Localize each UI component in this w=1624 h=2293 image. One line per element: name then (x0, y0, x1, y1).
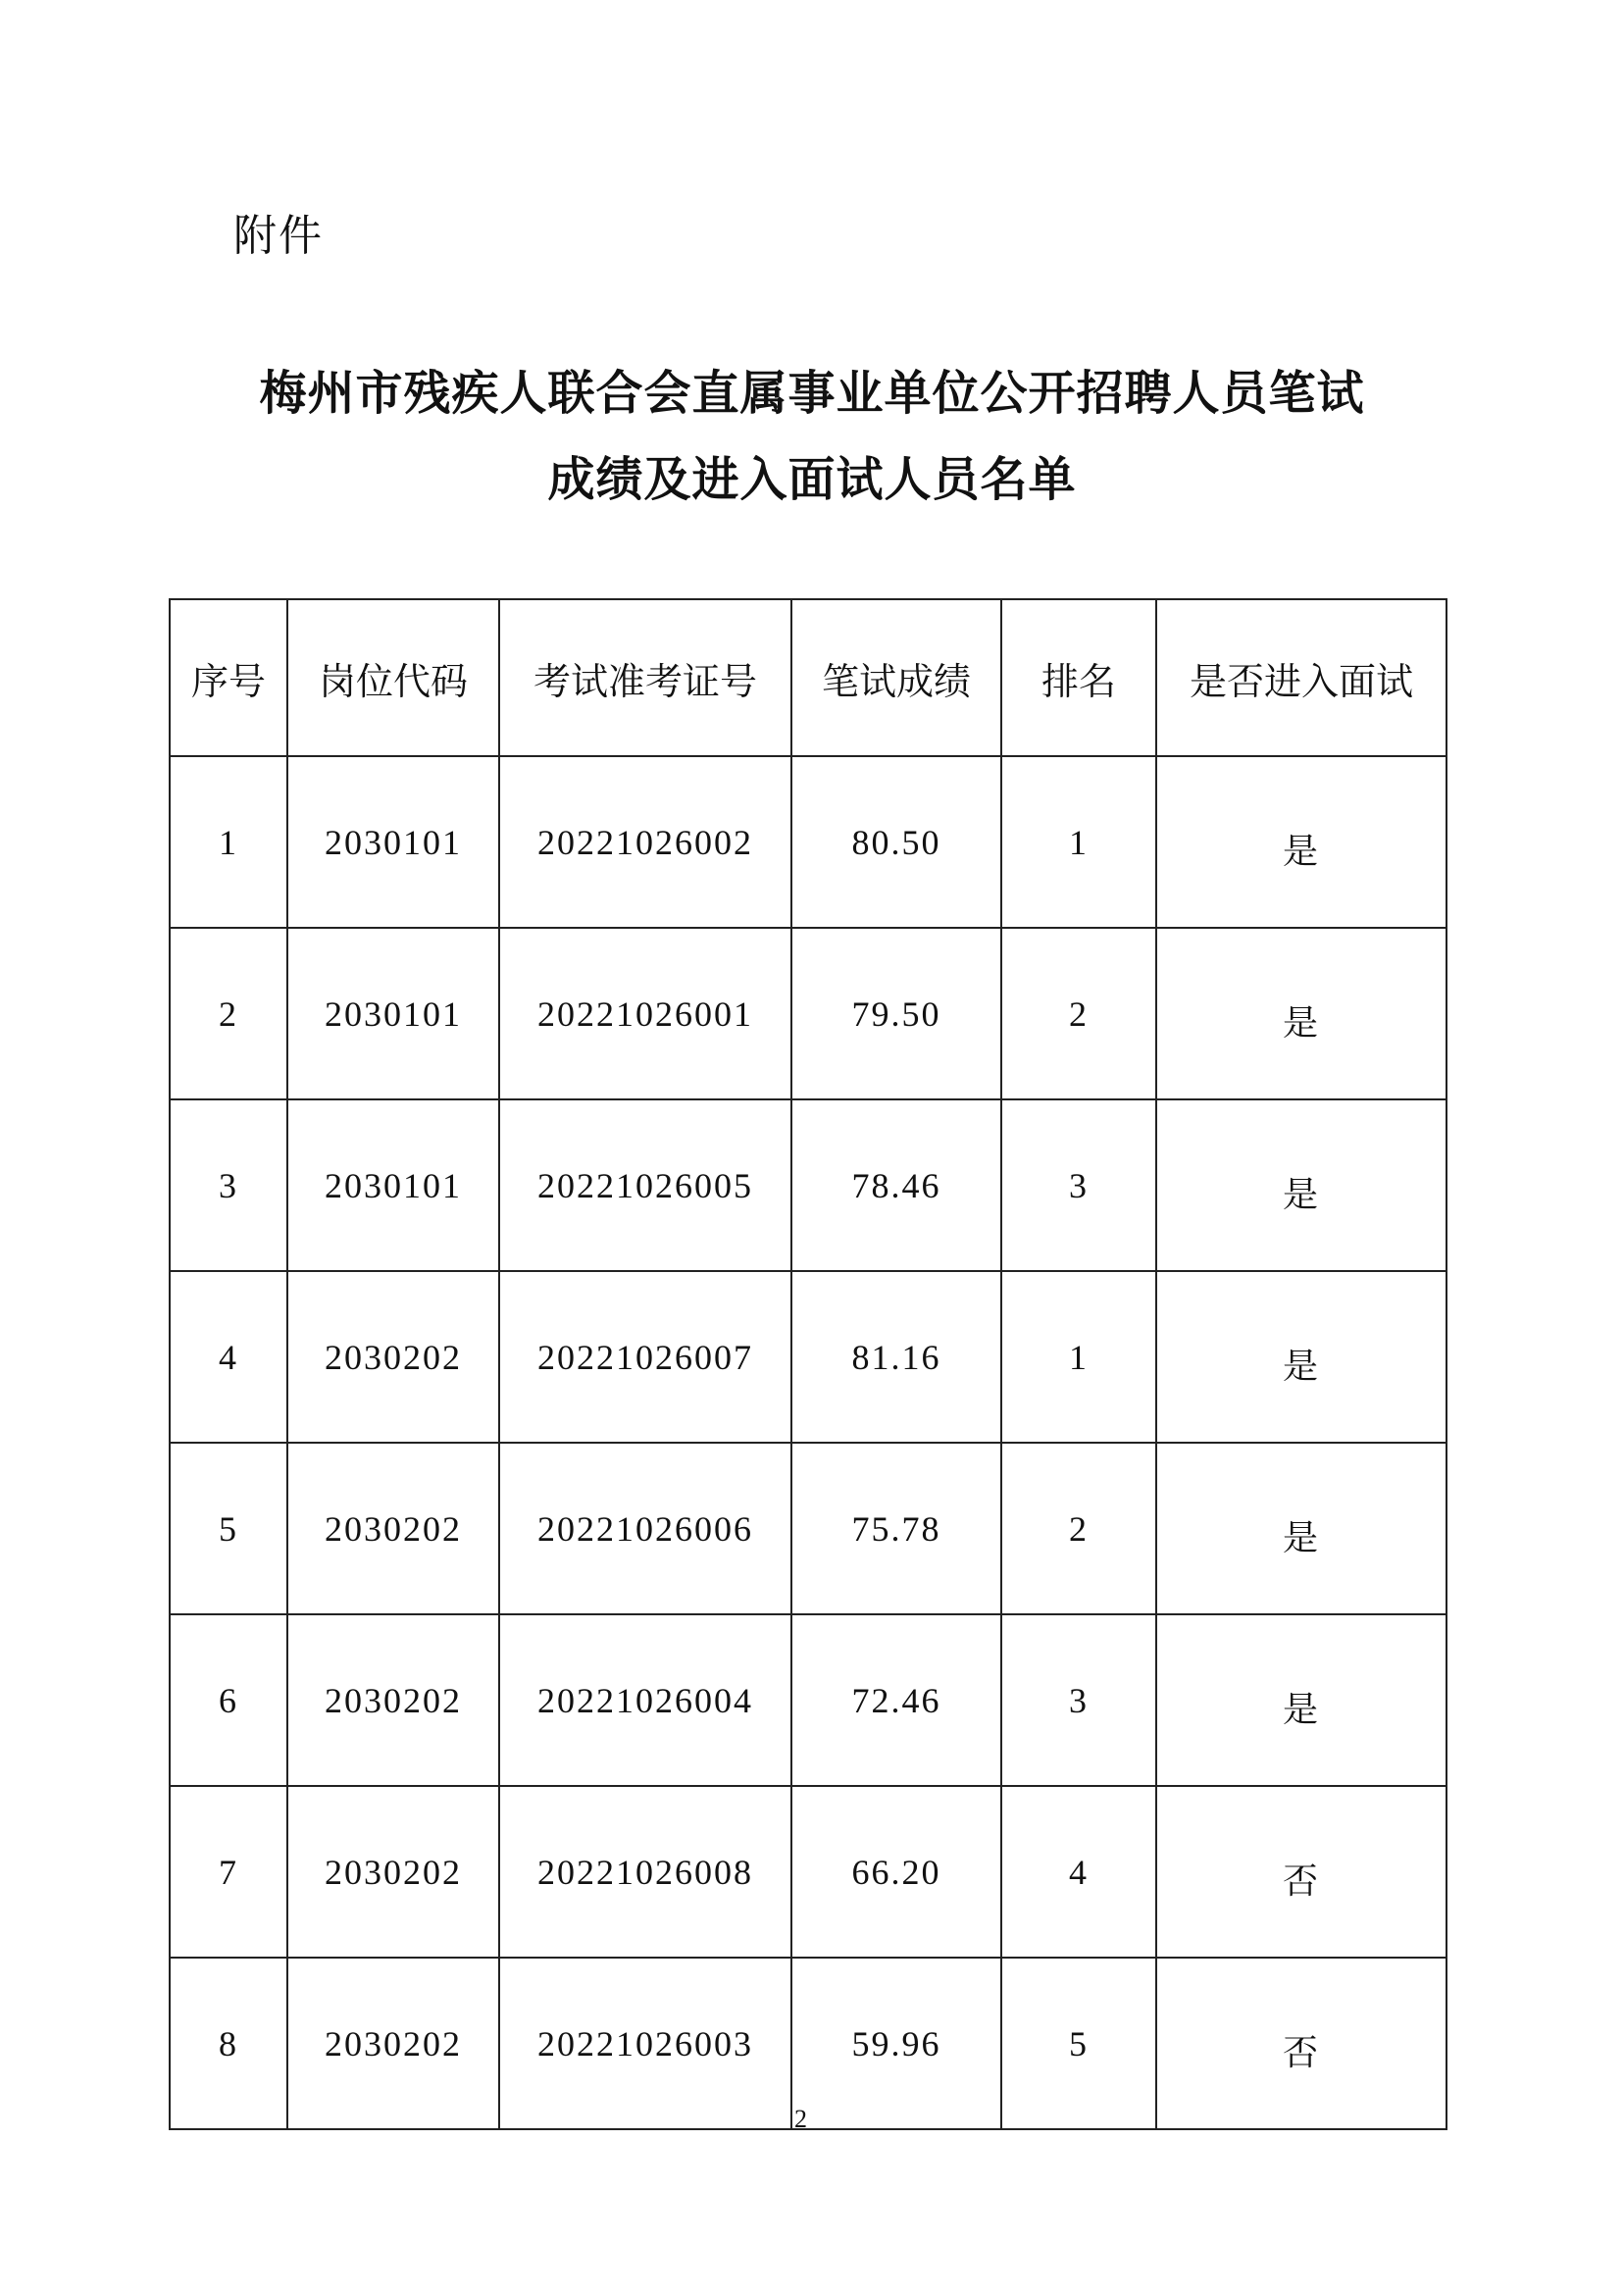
cell-rank: 5 (1001, 1958, 1156, 2129)
header-post-code: 岗位代码 (287, 599, 499, 756)
cell-score: 81.16 (791, 1271, 1001, 1443)
table-row (170, 1271, 1446, 1443)
cell-post-code: 2030202 (287, 1786, 499, 1958)
table-row (170, 756, 1446, 928)
cell-ticket-number: 20221026006 (499, 1443, 791, 1614)
cell-rank: 4 (1001, 1786, 1156, 1958)
cell-post-code: 2030101 (287, 756, 499, 928)
results-table (169, 598, 1447, 2130)
document-title-line-2: 成绩及进入面试人员名单 (547, 452, 1077, 507)
table-row (170, 928, 1446, 1099)
cell-ticket-number: 20221026004 (499, 1614, 791, 1786)
cell-index: 4 (170, 1271, 287, 1443)
cell-post-code: 2030101 (287, 928, 499, 1099)
cell-score: 78.46 (791, 1099, 1001, 1271)
cell-index: 3 (170, 1099, 287, 1271)
cell-post-code: 2030202 (287, 1443, 499, 1614)
cell-ticket-number: 20221026002 (499, 756, 791, 928)
header-score: 笔试成绩 (791, 599, 1001, 756)
cell-post-code: 2030202 (287, 1271, 499, 1443)
page-number: 2 (794, 2105, 807, 2133)
cell-rank: 1 (1001, 756, 1156, 928)
cell-interview: 否 (1156, 1958, 1446, 2129)
cell-rank: 1 (1001, 1271, 1156, 1443)
table-header-row (170, 599, 1446, 756)
cell-index: 7 (170, 1786, 287, 1958)
cell-ticket-number: 20221026007 (499, 1271, 791, 1443)
cell-index: 5 (170, 1443, 287, 1614)
cell-interview: 是 (1156, 1614, 1446, 1786)
cell-post-code: 2030202 (287, 1958, 499, 2129)
table-row (170, 1099, 1446, 1271)
cell-score: 59.96 (791, 1958, 1001, 2129)
cell-score: 66.20 (791, 1786, 1001, 1958)
cell-rank: 3 (1001, 1099, 1156, 1271)
cell-score: 75.78 (791, 1443, 1001, 1614)
attachment-label: 附件 (233, 211, 324, 261)
cell-score: 80.50 (791, 756, 1001, 928)
table-row (170, 1443, 1446, 1614)
cell-interview: 否 (1156, 1786, 1446, 1958)
header-ticket-number: 考试准考证号 (499, 599, 791, 756)
table-row (170, 1786, 1446, 1958)
cell-score: 79.50 (791, 928, 1001, 1099)
cell-post-code: 2030202 (287, 1614, 499, 1786)
document-title-line-1: 梅州市残疾人联合会直属事业单位公开招聘人员笔试 (259, 366, 1365, 421)
cell-score: 72.46 (791, 1614, 1001, 1786)
cell-interview: 是 (1156, 1099, 1446, 1271)
cell-index: 1 (170, 756, 287, 928)
cell-rank: 3 (1001, 1614, 1156, 1786)
table-row (170, 1614, 1446, 1786)
header-index: 序号 (170, 599, 287, 756)
cell-interview: 是 (1156, 928, 1446, 1099)
cell-ticket-number: 20221026003 (499, 1958, 791, 2129)
cell-rank: 2 (1001, 1443, 1156, 1614)
header-interview: 是否进入面试 (1156, 599, 1446, 756)
cell-interview: 是 (1156, 1271, 1446, 1443)
table-row (170, 1958, 1446, 2129)
cell-index: 8 (170, 1958, 287, 2129)
cell-interview: 是 (1156, 1443, 1446, 1614)
cell-rank: 2 (1001, 928, 1156, 1099)
cell-post-code: 2030101 (287, 1099, 499, 1271)
cell-ticket-number: 20221026001 (499, 928, 791, 1099)
cell-index: 2 (170, 928, 287, 1099)
header-rank: 排名 (1001, 599, 1156, 756)
cell-ticket-number: 20221026005 (499, 1099, 791, 1271)
cell-index: 6 (170, 1614, 287, 1786)
cell-interview: 是 (1156, 756, 1446, 928)
cell-ticket-number: 20221026008 (499, 1786, 791, 1958)
